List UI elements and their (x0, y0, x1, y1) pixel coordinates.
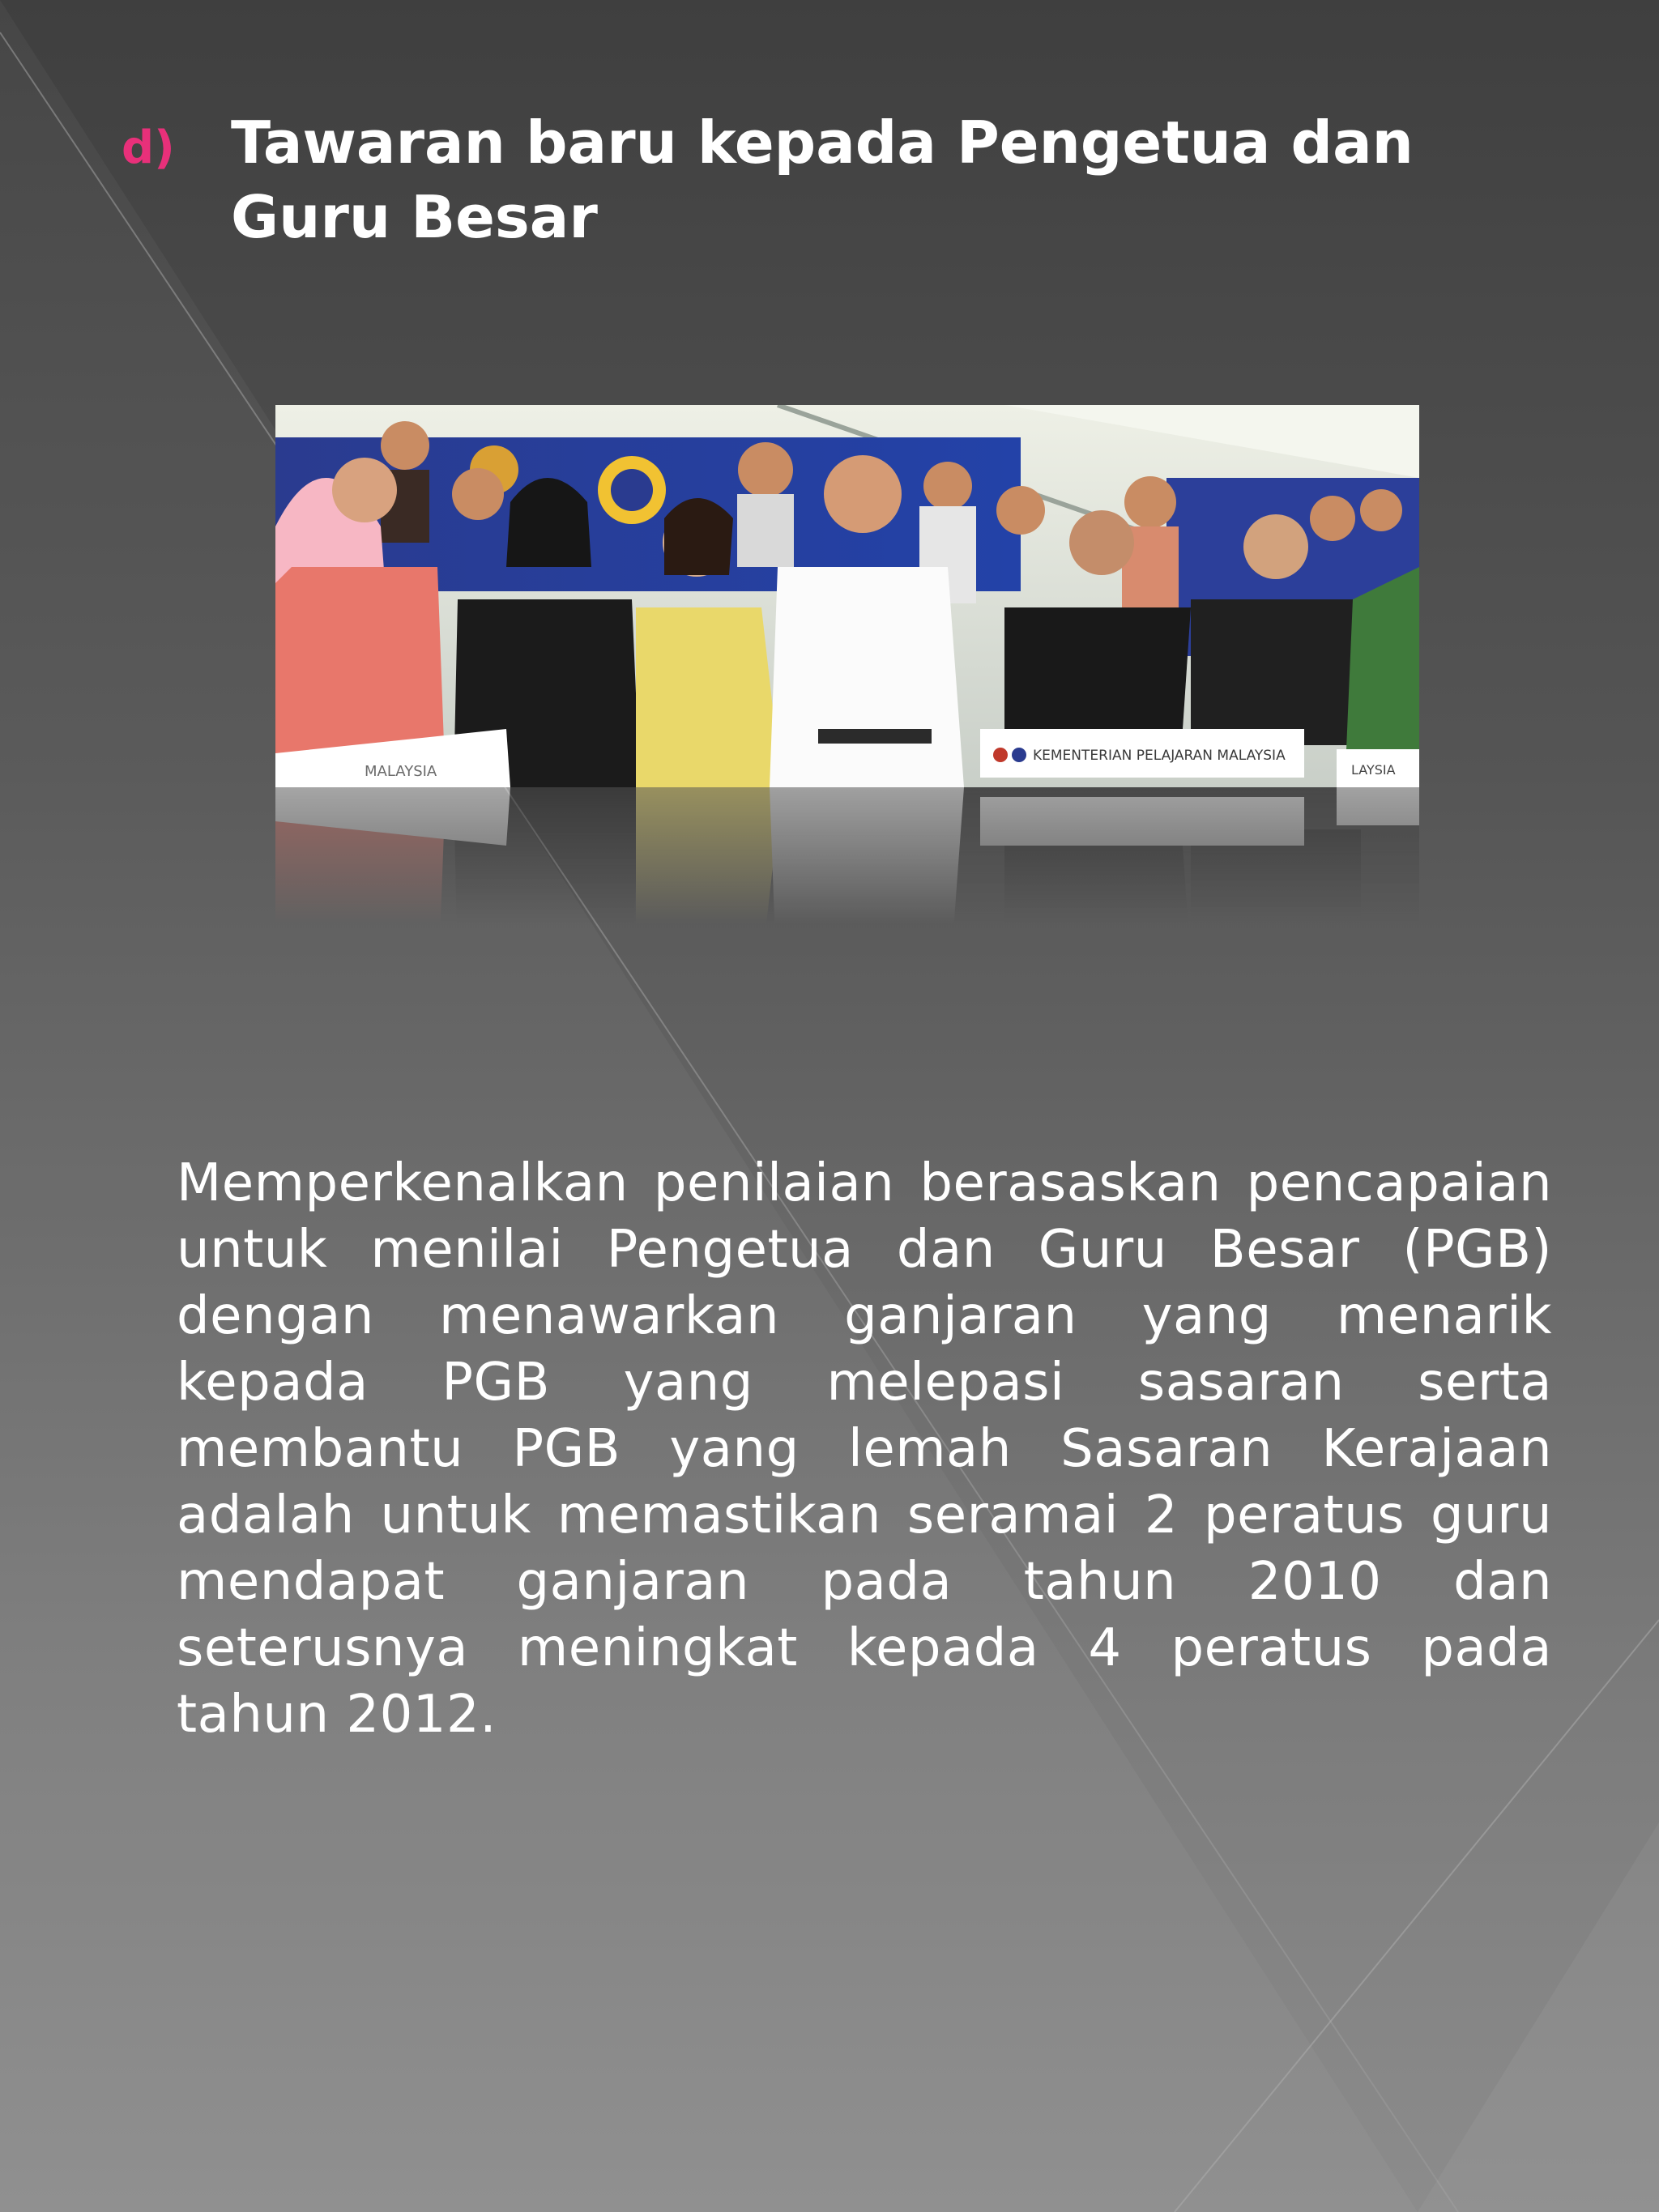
group-photo-image (275, 405, 1419, 787)
left-card-text: MALAYSIA (365, 763, 437, 780)
body-paragraph: Memperkenalkan penilaian berasaskan pencapaian untuk menilai Pengetua dan Guru Besar (PGB) dengan menawarkan ganjaran yang menarik kepada PGB yang melepasi sasaran serta membantu PGB yang lemah Sasaran Kerajaan adalah untuk memastikan seramai 2 peratus guru mendapat ganjaran pada tahun 2010 dan seterusnya meningkat kepada 4 peratus pada tahun 2012. (177, 1153, 1552, 1745)
group-photo (275, 405, 1419, 923)
photo-reflection (275, 787, 1419, 923)
bullet-marker: d) (122, 121, 175, 174)
banner-card-text: KEMENTERIAN PELAJARAN MALAYSIA (1033, 748, 1286, 764)
slide-title: Tawaran baru kepada Pengetua dan Guru Besar (231, 109, 1414, 251)
right-card-text: LAYSIA (1351, 762, 1396, 778)
